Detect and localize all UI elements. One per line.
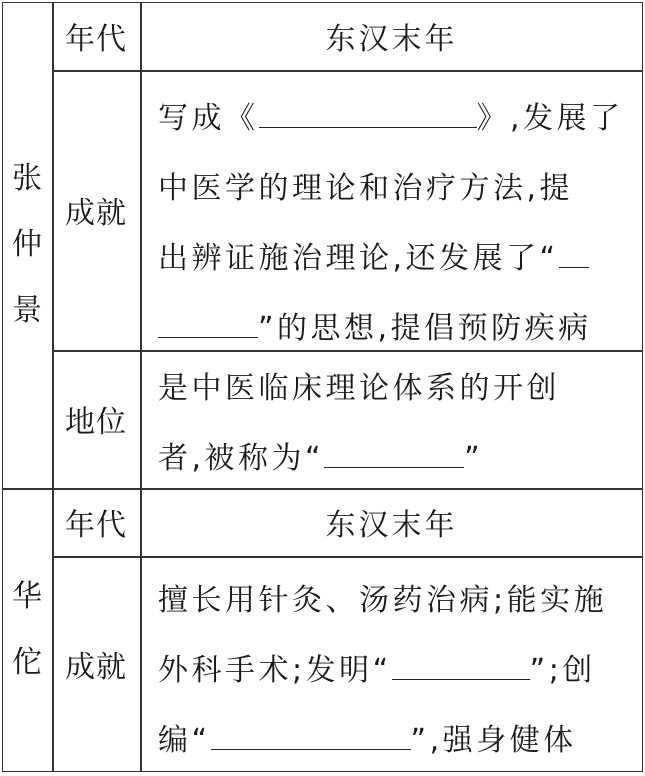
status-label: 地位 [65, 405, 127, 440]
answer-blank[interactable] [158, 311, 258, 338]
text-line: 外科手术;发明“ ”;创 [158, 653, 596, 688]
answer-blank[interactable] [392, 653, 530, 680]
answer-blank[interactable] [211, 723, 411, 750]
name-char: 仲 [12, 227, 42, 262]
achievement-text-zhang [158, 84, 628, 364]
text-line: 出辨证施治理论,还发展了“ [158, 224, 628, 294]
row-divider [52, 70, 643, 72]
achievement-label: 成就 [65, 196, 127, 231]
achievement-text-hua [158, 566, 628, 776]
name-char: 景 [12, 293, 42, 328]
text-line: 者,被称为“ ” [158, 441, 484, 476]
status-text-zhang [158, 354, 628, 494]
answer-blank[interactable] [324, 441, 464, 468]
text-line: 写成《 》,发展了 [158, 101, 624, 136]
answer-blank[interactable] [259, 101, 477, 128]
text-line: 编“ ”,强身健体 [158, 723, 577, 758]
text-line: ”的思想,提倡预防疾病 [158, 294, 628, 364]
era-value: 东汉末年 [325, 22, 458, 57]
text-line: 擅长用针灸、汤药治病;能实施 [158, 583, 608, 618]
answer-blank[interactable] [559, 241, 589, 268]
name-char: 佗 [12, 645, 42, 680]
text-line: 是中医临床理论体系的开创 [158, 371, 560, 406]
row-divider [52, 556, 643, 558]
person-name-zhang [2, 2, 52, 488]
achievement-label: 成就 [65, 650, 127, 685]
name-char: 张 [12, 161, 42, 196]
era-value: 东汉末年 [325, 508, 458, 543]
text-line: 中医学的理论和治疗方法,提 [158, 171, 574, 206]
column-divider-label [140, 2, 142, 772]
era-label: 年代 [65, 22, 127, 57]
era-label: 年代 [65, 508, 127, 543]
name-char: 华 [12, 579, 42, 614]
person-name-hua [2, 488, 52, 772]
